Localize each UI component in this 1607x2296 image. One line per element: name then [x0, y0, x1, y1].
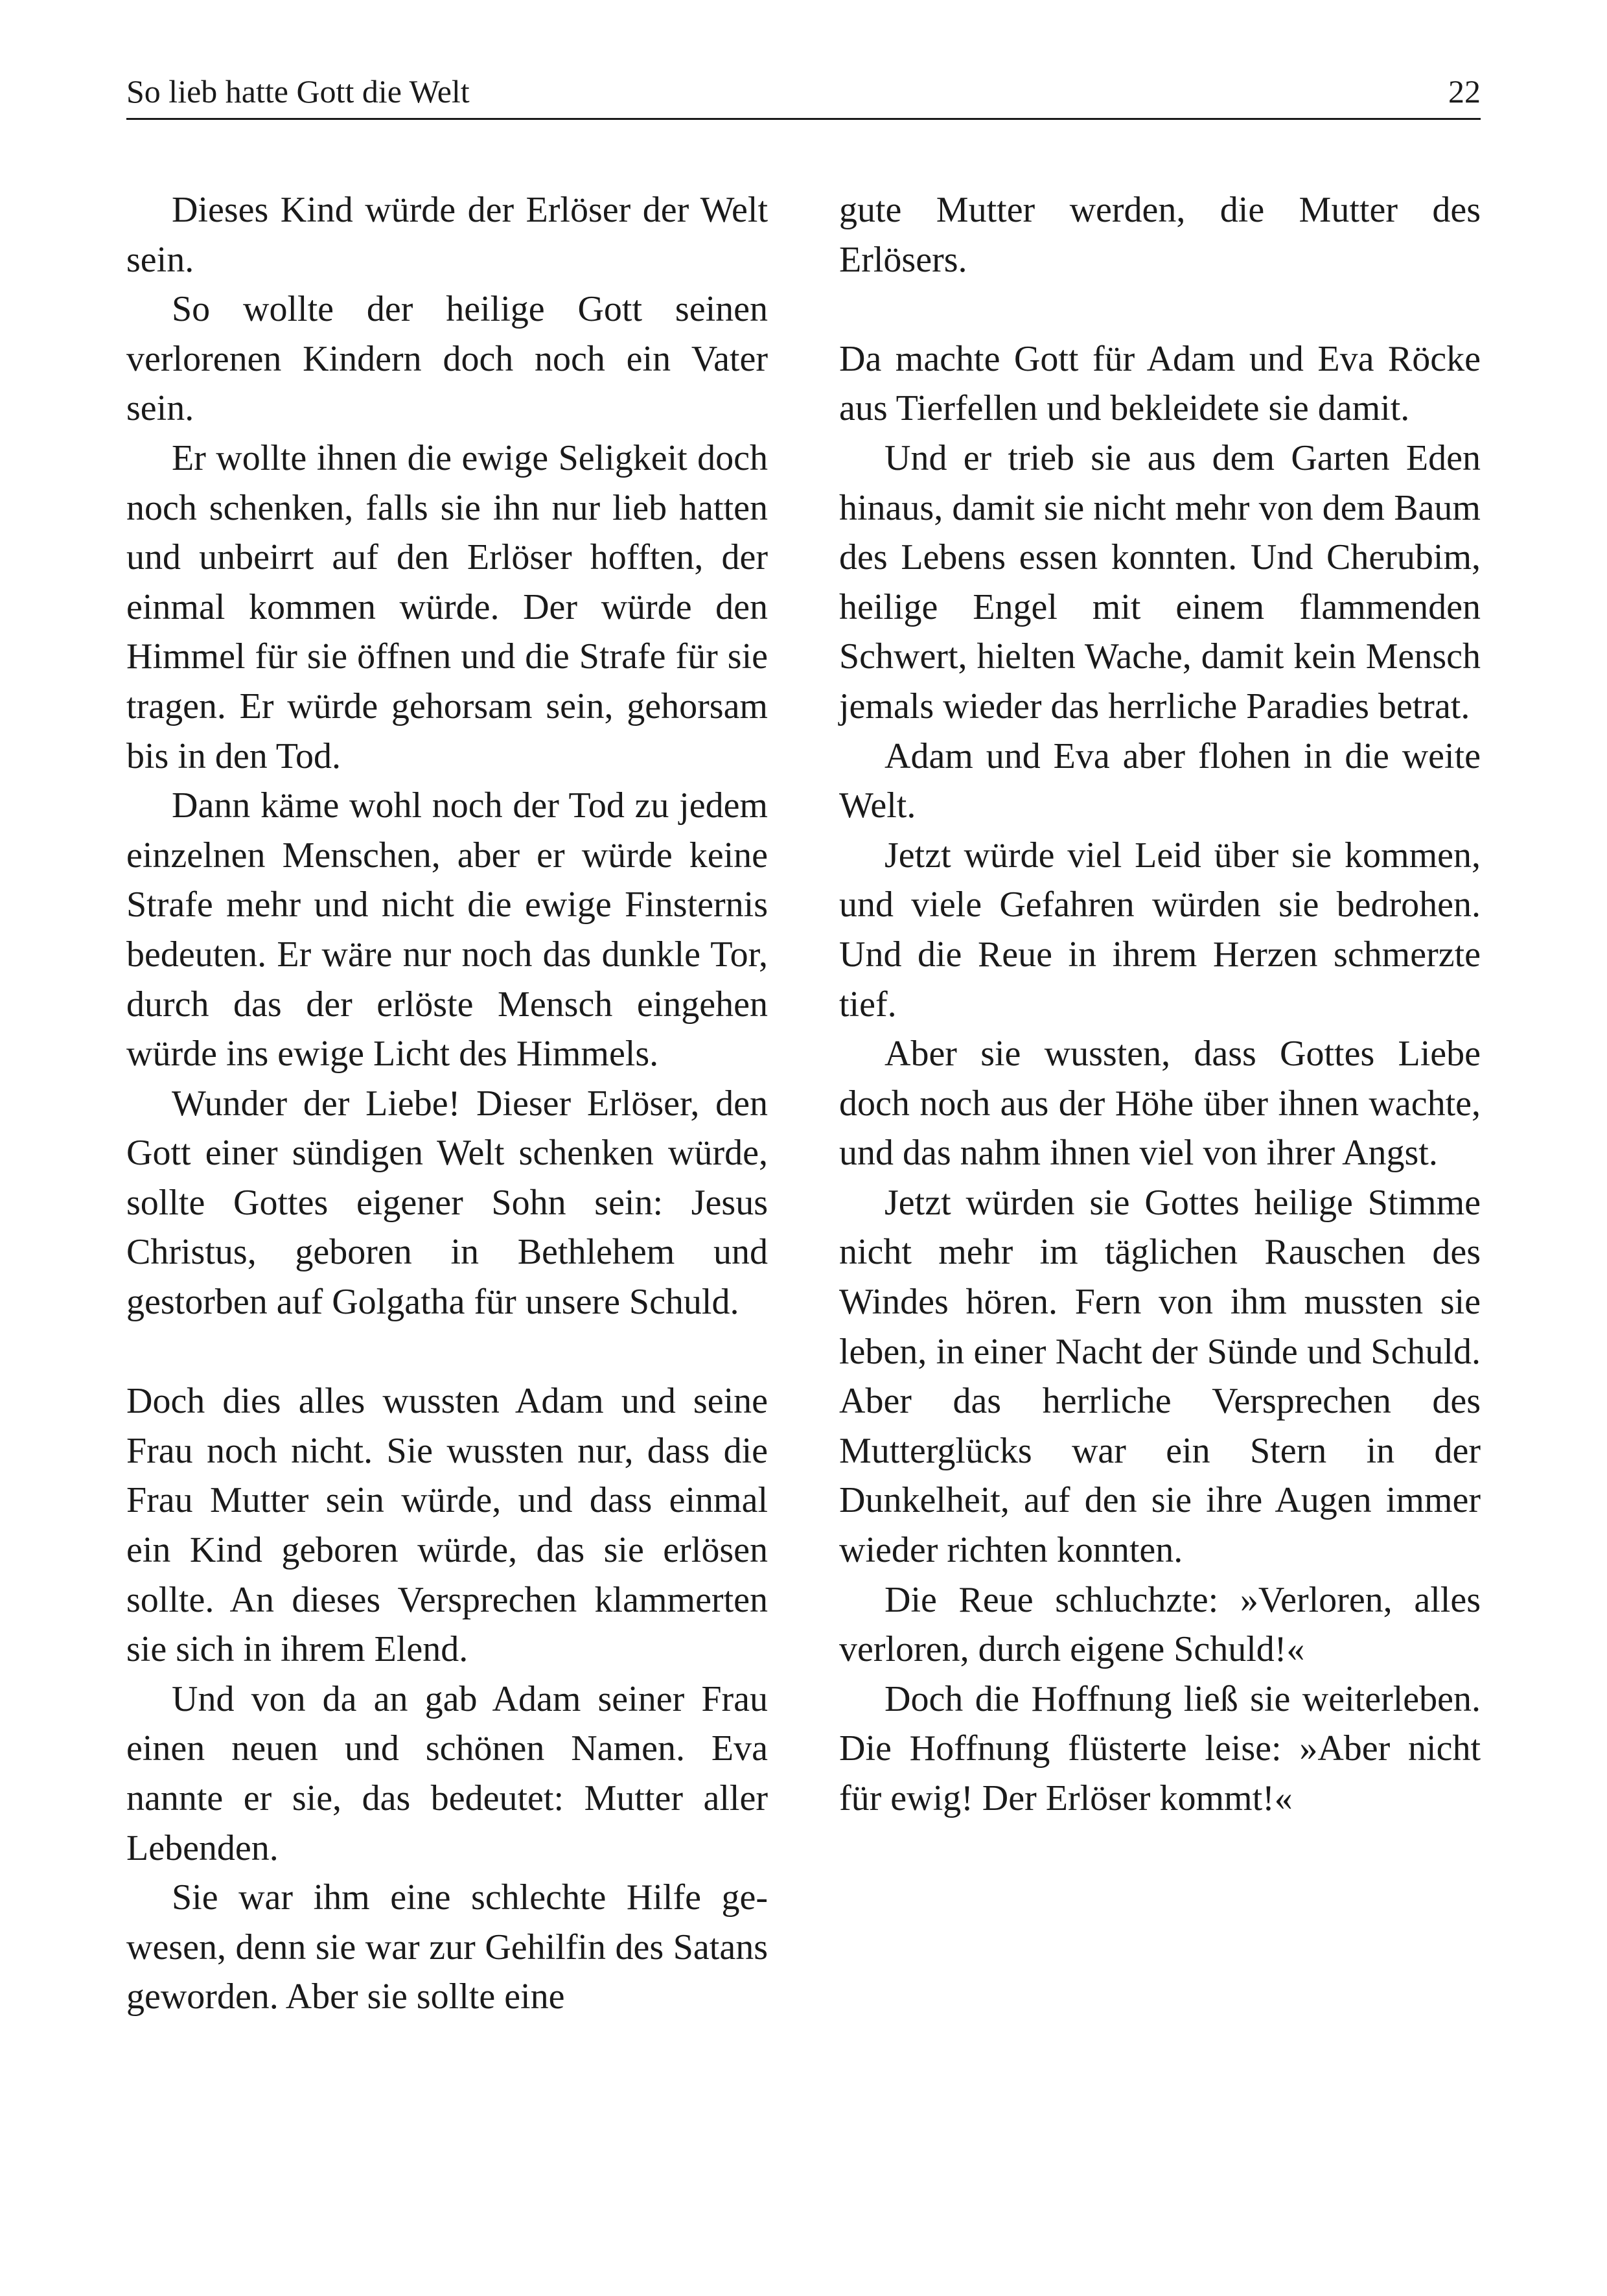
- paragraph: Wunder der Liebe! Dieser Erlöser, den Gott einer sündigen Welt schenken würde, sollte Gottes eigener Sohn sein: Jesus Christus, geboren in Bethlehem und gestorben auf Golgatha für unsere Schuld.: [126, 1083, 768, 1323]
- paragraph: Sie war ihm eine schlechte Hilfe gewesen, denn sie war zur Gehilfin des Satans geworden. Aber sie sollte eine: [126, 1877, 768, 2017]
- paragraph: Jetzt würden sie Gottes heilige Stimme nicht mehr im täglichen Rauschen des Windes hören. Fern von ihm mussten sie leben, in einer Nacht der Sünde und Schuld. Aber das herrliche Versprechen des Mutterglücks war ein Stern in der Dunkelheit, auf den sie ihre Augen immer wieder richten konnten.: [839, 1182, 1481, 1571]
- paragraph: Er wollte ihnen die ewige Seligkeit doch noch schenken, falls sie ihn nur lieb hatten und unbeirrt auf den Erlöser hofften, der einmal kommen würde. Der würde den Himmel für sie öffnen und die Strafe für sie tragen. Er würde gehorsam sein, gehorsam bis in den Tod.: [126, 437, 768, 776]
- section-paragraph: Doch dies alles wussten Adam und seine Frau noch nicht. Sie wussten nur, dass die Frau Mutter sein würde, und dass einmal ein Kind geboren würde, das sie erlösen sollte. An dieses Versprechen klammerten sie sich in ihrem Elend.: [126, 1381, 768, 1670]
- paragraph: Und er trieb sie aus dem Garten Eden hinaus, damit sie nicht mehr von dem Baum des Lebens essen konnten. Und Cherubim, heilige Engel mit einem flammenden Schwert, hielten Wache, damit kein Mensch jemals wieder das herrliche Paradies betrat.: [839, 437, 1481, 726]
- section-paragraph: Da machte Gott für Adam und Eva Röcke aus Tierfellen und bekleidete sie damit.: [839, 338, 1481, 429]
- right-column: [839, 185, 1481, 1824]
- paragraph: Dann käme wohl noch der Tod zu jedem einzelnen Menschen, aber er würde keine Strafe mehr und nicht die ewige Finsternis bedeuten. Er wäre nur noch das dunkle Tor, durch das der erlöste Mensch eingehen würde ins ewige Licht des Himmels.: [126, 785, 768, 1074]
- paragraph: Adam und Eva aber flohen in die weite Welt.: [839, 736, 1481, 826]
- paragraph: Aber sie wussten, dass Gottes Liebe doch noch aus der Höhe über ihnen wachte, und das nahm ihnen viel von ihrer Angst.: [839, 1034, 1481, 1174]
- running-header: [126, 65, 1481, 120]
- left-column: [126, 185, 768, 2022]
- paragraph: So wollte der heilige Gott seinen verlorenen Kindern doch noch ein Vater sein.: [126, 289, 768, 429]
- paragraph: Dieses Kind würde der Erlöser der Welt sein.: [126, 190, 768, 280]
- paragraph: Jetzt würde viel Leid über sie kommen, und viele Gefahren würden sie bedrohen. Und die Reue in ihrem Herzen schmerzte tief.: [839, 835, 1481, 1025]
- paragraph: Doch die Hoffnung ließ sie weiterleben. Die Hoffnung flüsterte leise: »Aber nicht für ewig! Der Erlöser kommt!«: [839, 1678, 1481, 1818]
- paragraph: Und von da an gab Adam seiner Frau einen neuen und schönen Namen. Eva nannte er sie, das bedeutet: Mutter aller Lebenden.: [126, 1678, 768, 1868]
- paragraph-continued: gute Mutter werden, die Mutter des Erlösers.: [839, 190, 1481, 280]
- paragraph: Die Reue schluchzte: »Verloren, alles verloren, durch eigene Schuld!«: [839, 1579, 1481, 1670]
- running-title: So lieb hatte Gott die Welt: [126, 73, 470, 110]
- page-number: 22: [1448, 73, 1481, 110]
